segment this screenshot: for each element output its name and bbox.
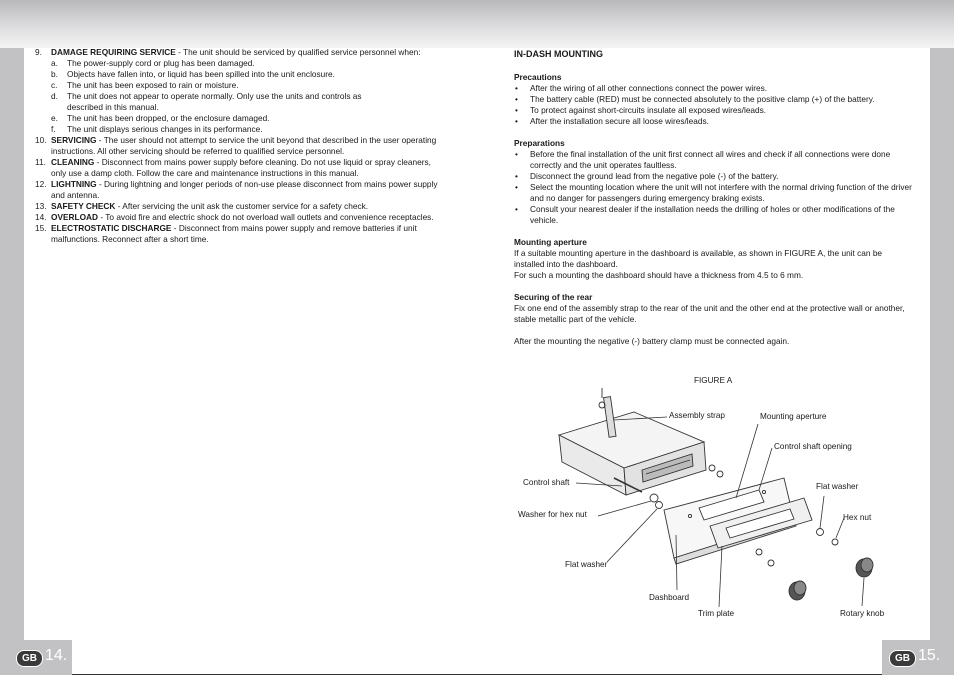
label-control-shaft: Control shaft — [523, 478, 570, 487]
label-control-shaft-opening: Control shaft opening — [774, 442, 852, 451]
bullet-item: • Select the mounting location where the unit will not interfere with the normal driving function of the driver and no danger for passengers during emergency braking exists. — [515, 182, 912, 203]
bullet-item: • Consult your nearest dealer if the installation needs the drilling of holes or other modifications of the vehicle. — [515, 204, 895, 225]
gb-language-badge-left: GB — [16, 650, 43, 667]
figure-caption: FIGURE A — [694, 376, 733, 385]
header-band — [0, 0, 954, 48]
hex-nut-shape — [832, 539, 838, 545]
list-item-13: 13. SAFETY CHECK - After servicing the unit ask the customer service for a safety check. — [35, 201, 369, 211]
after-mounting-text: After the mounting the negative (-) battery clamp must be connected again. — [514, 336, 790, 346]
sub-item: f. The unit displays serious changes in its performance. — [51, 124, 263, 134]
label-flat-washer-bottom: Flat washer — [565, 560, 608, 569]
list-item-15: 15. ELECTROSTATIC DISCHARGE - Disconnect from mains power supply and remove batteries if unit malfunctions. Reconnect after a short time. — [35, 223, 417, 244]
bullet-item: • After the wiring of all other connections connect the power wires. — [515, 83, 768, 93]
label-assembly-strap: Assembly strap — [669, 411, 725, 420]
bullet-item: • The battery cable (RED) must be connected absolutely to the positive clamp (+) of the battery. — [515, 94, 875, 104]
in-dash-mounting-section — [514, 49, 914, 347]
sub-item: c. The unit has been exposed to rain or moisture. — [51, 80, 239, 90]
bullet-item: • Disconnect the ground lead from the negative pole (-) of the battery. — [515, 171, 779, 181]
washer-hex-nut-shape — [650, 494, 658, 502]
list-item-9: 9. DAMAGE REQUIRING SERVICE - The unit should be serviced by qualified service personnel when: — [35, 47, 421, 57]
label-rotary-knob: Rotary knob — [840, 609, 885, 618]
bullet-item: • Before the final installation of the unit first connect all wires and check if all connections were done correctly and the unit operates faultless. — [515, 149, 891, 170]
label-dashboard: Dashboard — [649, 593, 690, 602]
aperture-thickness-text: For such a mounting the dashboard should have a thickness from 4.5 to 6 mm. — [514, 270, 804, 280]
label-washer-hex-nut: Washer for hex nut — [518, 510, 587, 519]
list-item-12: 12. LIGHTNING - During lightning and longer periods of non-use please disconnect from mains power supply and antenna. — [35, 179, 438, 200]
aperture-text: If a suitable mounting aperture in the dashboard is available, as shown in FIGURE A, the unit can be installed into the dashboard. — [514, 248, 883, 269]
page-number-left: 14. — [45, 647, 68, 664]
bullet-item: • To protect against short-circuits insulate all exposed wires/leads. — [515, 105, 767, 115]
right-side-strip — [930, 48, 954, 640]
page-number-right: 15. — [918, 647, 941, 664]
list-item-14: 14. OVERLOAD - To avoid fire and electric shock do not overload wall outlets and convenience receptacles. — [35, 212, 434, 222]
gb-language-badge-right: GB — [889, 650, 916, 667]
precautions-heading: Precautions — [514, 72, 562, 82]
bullet-item: • After the installation secure all loose wires/leads. — [515, 116, 709, 126]
section-heading: IN-DASH MOUNTING — [514, 49, 603, 59]
securing-rear-heading: Securing of the rear — [514, 292, 593, 302]
securing-rear-text: Fix one end of the assembly strap to the rear of the unit and the other end at the protective wall or another, stable metallic part of the vehicle. — [514, 303, 905, 324]
sub-item: e. The unit has been dropped, or the enclosure damaged. — [51, 113, 270, 123]
mounting-aperture-heading: Mounting aperture — [514, 237, 587, 247]
strap-screw — [599, 402, 605, 408]
label-mounting-aperture: Mounting aperture — [760, 412, 827, 421]
figure-a — [514, 370, 914, 630]
sub-item: b. Objects have fallen into, or liquid has been spilled into the unit enclosure. — [51, 69, 335, 79]
safety-instructions-list — [35, 47, 440, 245]
list-item-10: 10. SERVICING - The user should not attempt to service the unit beyond that described in the user operating instructions. All other servicing should be referred to qualified service personnel. — [35, 135, 437, 156]
preparations-heading: Preparations — [514, 138, 565, 148]
label-flat-washer-top: Flat washer — [816, 482, 859, 491]
installation-diagram — [514, 370, 914, 630]
list-item-11: 11. CLEANING - Disconnect from mains power supply before cleaning. Do not use liquid or spray cleaners, only use a damp cloth. Follow the care and maintenance instructions in this manual. — [35, 157, 431, 178]
label-hex-nut: Hex nut — [843, 513, 872, 522]
left-side-strip — [0, 48, 24, 640]
sub-item: a. The power-supply cord or plug has been damaged. — [51, 58, 255, 68]
sub-item: d. The unit does not appear to operate normally. Only use the units and controls as described in this manual. — [51, 91, 362, 112]
label-trim-plate: Trim plate — [698, 609, 735, 618]
